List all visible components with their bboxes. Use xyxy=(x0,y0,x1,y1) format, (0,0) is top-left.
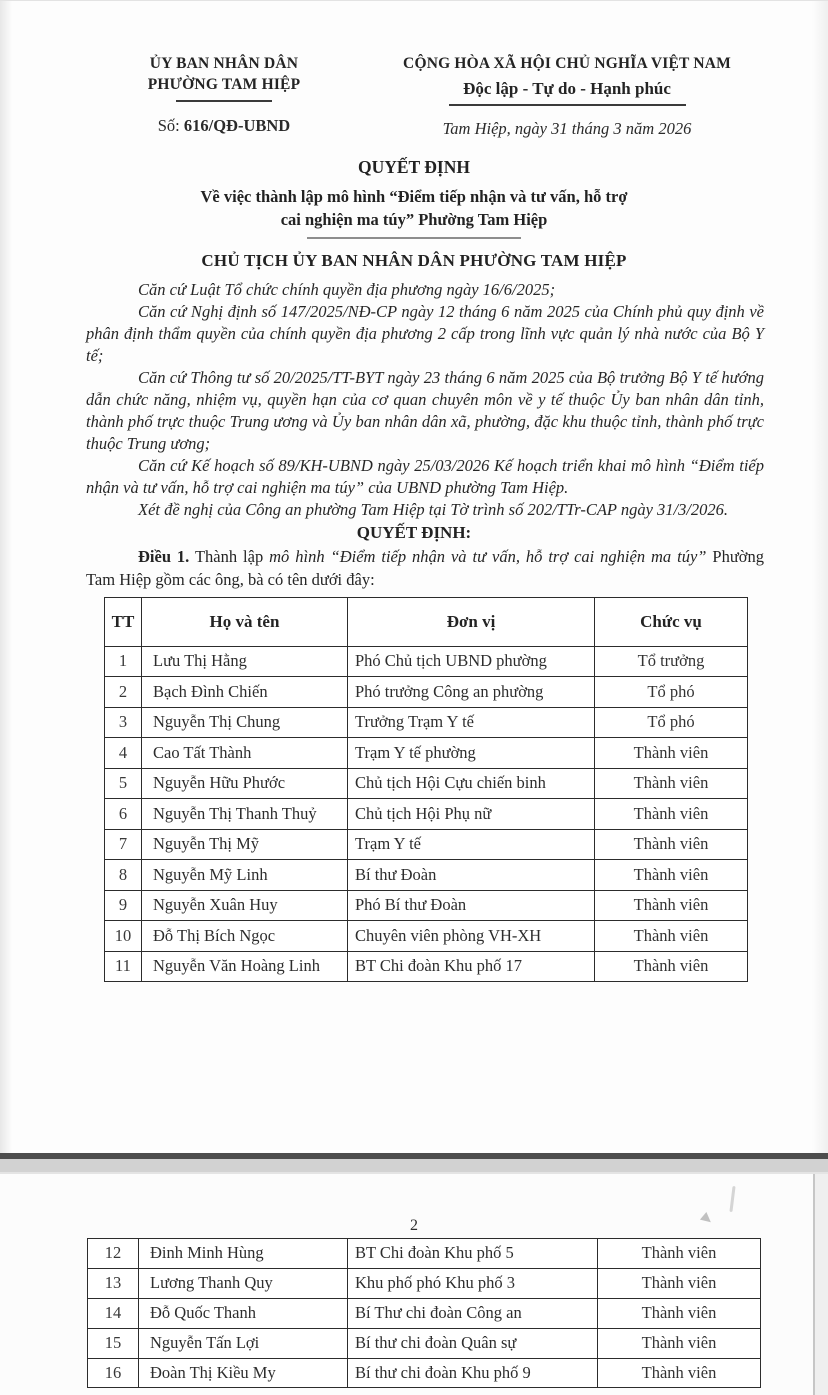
decision-title: QUYẾT ĐỊNH xyxy=(358,157,470,177)
col-header-unit: Đơn vị xyxy=(348,597,595,646)
issuer-heading: CHỦ TỊCH ỦY BAN NHÂN DÂN PHƯỜNG TAM HIỆP xyxy=(201,250,627,270)
table-row xyxy=(105,677,748,708)
cell-unit: Chuyên viên phòng VH-XH xyxy=(348,921,595,952)
members-table xyxy=(104,597,748,983)
table-row xyxy=(105,768,748,799)
doc-number-label: Số: xyxy=(157,116,180,135)
cell-tt: 7 xyxy=(105,829,142,860)
doc-number: 616/QĐ-UBND xyxy=(183,116,291,135)
decree-heading: QUYẾT ĐỊNH: xyxy=(356,522,472,542)
recital-paragraph-3: Căn cứ Thông tư số 20/2025/TT-BYT ngày 23 tháng 6 năm 2025 của Bộ trưởng Bộ Y tế hướng dẫn chức năng, nhiệm vụ, quyền hạn của cơ quan chuyên môn về y tế thuộc Ủy ban nhân dân tỉnh, thành phố trực thuộc Trung ương và Ủy ban nhân dân xã, phường, đặc khu thuộc tỉnh, thành phố trực thuộc Trung ương; xyxy=(86,367,764,453)
cell-role: Thành viên xyxy=(595,921,748,952)
article-1-model-name: mô hình “Điểm tiếp nhận và tư vấn, hỗ trợ cai nghiện ma túy” xyxy=(269,546,707,566)
cell-tt: 8 xyxy=(105,860,142,891)
cell-tt: 5 xyxy=(105,768,142,799)
cell-unit: Khu phố phó Khu phố 3 xyxy=(348,1268,598,1298)
cell-name: Nguyễn Văn Hoàng Linh xyxy=(142,951,348,982)
cell-tt: 2 xyxy=(105,677,142,708)
col-header-name: Họ và tên xyxy=(142,597,348,646)
cell-name: Nguyễn Tấn Lợi xyxy=(139,1328,348,1358)
cell-name: Đinh Minh Hùng xyxy=(139,1239,348,1269)
national-line-2: Độc lập - Tự do - Hạnh phúc xyxy=(463,79,671,98)
cell-name: Bạch Đình Chiến xyxy=(142,677,348,708)
place-date-line: Tam Hiệp, ngày 31 tháng 3 năm 2026 xyxy=(442,119,692,138)
table-row xyxy=(105,707,748,738)
document-header xyxy=(0,1,828,139)
table-row xyxy=(88,1239,761,1269)
cell-role: Thành viên xyxy=(595,768,748,799)
cell-tt: 16 xyxy=(88,1358,139,1388)
cell-name: Nguyễn Thị Thanh Thuỷ xyxy=(142,799,348,830)
col-header-role: Chức vụ xyxy=(595,597,748,646)
article-1-label: Điều 1. xyxy=(138,546,190,566)
table-row xyxy=(105,799,748,830)
cell-unit: Chủ tịch Hội Cựu chiến binh xyxy=(348,768,595,799)
table-row xyxy=(105,890,748,921)
decision-subtitle-line-1: Về việc thành lập mô hình “Điểm tiếp nhận và tư vấn, hỗ trợ xyxy=(200,187,628,206)
cell-tt: 15 xyxy=(88,1328,139,1358)
recitals-block xyxy=(0,279,828,521)
cell-unit: Phó Bí thư Đoàn xyxy=(348,890,595,921)
cell-unit: Trạm Y tế xyxy=(348,829,595,860)
cell-name: Cao Tất Thành xyxy=(142,738,348,769)
cell-role: Thành viên xyxy=(595,890,748,921)
cell-tt: 13 xyxy=(88,1268,139,1298)
cell-name: Nguyễn Hữu Phước xyxy=(142,768,348,799)
subtitle-underline xyxy=(307,237,521,239)
cell-unit: Chủ tịch Hội Phụ nữ xyxy=(348,799,595,830)
cell-name: Đỗ Quốc Thanh xyxy=(139,1298,348,1328)
recital-paragraph-4: Căn cứ Kế hoạch số 89/KH-UBND ngày 25/03/2026 Kế hoạch triển khai mô hình “Điểm tiếp nhận và tư vấn, hỗ trợ cai nghiện ma túy” của UBND phường Tam Hiệp. xyxy=(86,455,764,497)
national-motto-block xyxy=(376,53,758,139)
cell-tt: 9 xyxy=(105,890,142,921)
cell-tt: 1 xyxy=(105,646,142,677)
cell-name: Lưu Thị Hằng xyxy=(142,646,348,677)
table-row xyxy=(105,738,748,769)
cell-tt: 11 xyxy=(105,951,142,982)
cell-unit: Bí Thư chi đoàn Công an xyxy=(348,1298,598,1328)
members-table-continued xyxy=(87,1238,761,1388)
motto-underline xyxy=(449,104,686,106)
cell-role: Thành viên xyxy=(598,1328,761,1358)
cell-role: Tổ trưởng xyxy=(595,646,748,677)
cell-tt: 4 xyxy=(105,738,142,769)
doc-number-line xyxy=(98,116,350,136)
cell-name: Nguyễn Thị Mỹ xyxy=(142,829,348,860)
org-line-2: PHƯỜNG TAM HIỆP xyxy=(147,76,301,93)
cell-unit: Bí thư chi đoàn Khu phố 9 xyxy=(348,1358,598,1388)
cell-unit: Trạm Y tế phường xyxy=(348,738,595,769)
cell-unit: Phó Chủ tịch UBND phường xyxy=(348,646,595,677)
table-row xyxy=(88,1328,761,1358)
col-header-tt: TT xyxy=(105,597,142,646)
cell-role: Thành viên xyxy=(598,1268,761,1298)
cell-unit: Bí thư Đoàn xyxy=(348,860,595,891)
cell-role: Thành viên xyxy=(595,860,748,891)
issuing-org-block xyxy=(98,53,350,139)
page-2-sheet xyxy=(0,1172,828,1395)
table-row xyxy=(105,860,748,891)
cell-unit: Bí thư chi đoàn Quân sự xyxy=(348,1328,598,1358)
cell-role: Thành viên xyxy=(598,1298,761,1328)
decision-subtitle-line-2: cai nghiện ma túy” Phường Tam Hiệp xyxy=(280,210,548,229)
cell-role: Tổ phó xyxy=(595,677,748,708)
cell-role: Tổ phó xyxy=(595,707,748,738)
cell-tt: 12 xyxy=(88,1239,139,1269)
table-row xyxy=(88,1358,761,1388)
cell-role: Thành viên xyxy=(595,799,748,830)
national-line-1: CỘNG HÒA XÃ HỘI CHỦ NGHĨA VIỆT NAM xyxy=(403,55,731,72)
cell-role: Thành viên xyxy=(595,738,748,769)
cell-tt: 6 xyxy=(105,799,142,830)
recital-paragraph-5: Xét đề nghị của Công an phường Tam Hiệp tại Tờ trình số 202/TTr-CAP ngày 31/3/2026. xyxy=(138,499,729,519)
recital-paragraph-1: Căn cứ Luật Tổ chức chính quyền địa phương ngày 16/6/2025; xyxy=(138,279,556,299)
cell-name: Đoàn Thị Kiều My xyxy=(139,1358,348,1388)
org-line-1: ỦY BAN NHÂN DÂN xyxy=(149,55,299,72)
table-row xyxy=(88,1298,761,1328)
table-header-row xyxy=(105,597,748,646)
cell-role: Thành viên xyxy=(595,951,748,982)
article-1-text-b: Phường Tam Hiệp gồm các ông, bà có tên dưới đây: xyxy=(86,546,765,589)
cell-tt: 3 xyxy=(105,707,142,738)
cell-name: Nguyễn Mỹ Linh xyxy=(142,860,348,891)
cell-unit: Trưởng Trạm Y tế xyxy=(348,707,595,738)
org-underline xyxy=(176,100,272,102)
page-number: 2 xyxy=(410,1217,418,1234)
table-row xyxy=(105,829,748,860)
cell-tt: 10 xyxy=(105,921,142,952)
cell-name: Đỗ Thị Bích Ngọc xyxy=(142,921,348,952)
table-row xyxy=(105,951,748,982)
table-row xyxy=(105,921,748,952)
cell-name: Nguyễn Xuân Huy xyxy=(142,890,348,921)
table-row xyxy=(105,646,748,677)
cell-unit: BT Chi đoàn Khu phố 17 xyxy=(348,951,595,982)
cell-unit: BT Chi đoàn Khu phố 5 xyxy=(348,1239,598,1269)
cell-role: Thành viên xyxy=(598,1358,761,1388)
cell-name: Lương Thanh Quy xyxy=(139,1268,348,1298)
cell-role: Thành viên xyxy=(598,1239,761,1269)
article-1-paragraph xyxy=(0,545,828,591)
cell-unit: Phó trưởng Công an phường xyxy=(348,677,595,708)
cell-role: Thành viên xyxy=(595,829,748,860)
cell-tt: 14 xyxy=(88,1298,139,1328)
table-row xyxy=(88,1268,761,1298)
article-1-text-a: Thành lập xyxy=(189,546,270,566)
cell-name: Nguyễn Thị Chung xyxy=(142,707,348,738)
recital-paragraph-2: Căn cứ Nghị định số 147/2025/NĐ-CP ngày 12 tháng 6 năm 2025 của Chính phủ quy định về phân định thẩm quyền của chính quyền địa phương 2 cấp trong lĩnh vực quản lý nhà nước của Bộ Y tế; xyxy=(86,301,764,365)
